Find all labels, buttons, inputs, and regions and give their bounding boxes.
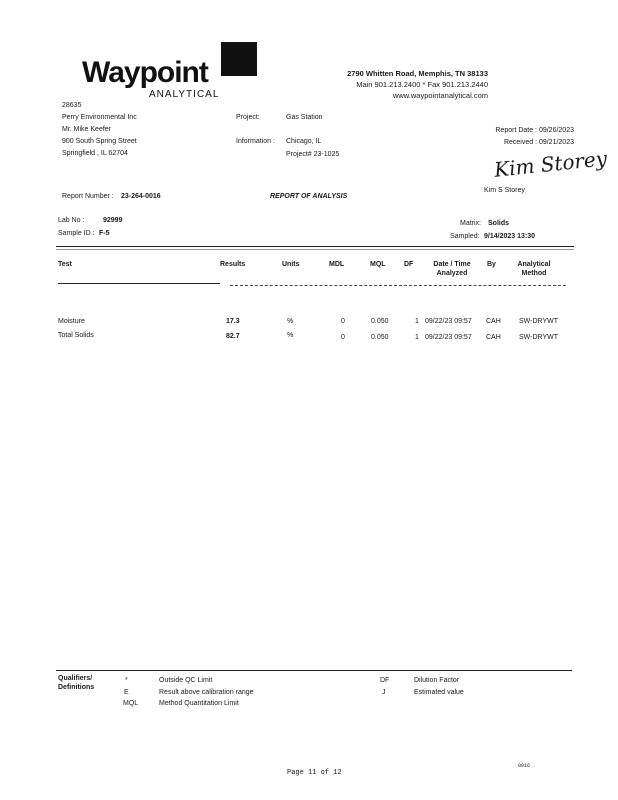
row-date: 09/22/23 09:57 [425, 318, 472, 325]
report-number-value: 23-264-0016 [121, 193, 161, 200]
qualifier-text: Outside QC Limit [159, 677, 213, 684]
sample-divider [56, 246, 574, 247]
row-results: 17.3 [226, 318, 240, 325]
row-test: Moisture [58, 318, 85, 325]
col-header-units: Units [282, 261, 300, 268]
project-number: Project# 23-1025 [286, 151, 340, 158]
header-underline-test [58, 283, 220, 284]
matrix-label: Matrix: [460, 220, 481, 227]
col-header-method: Method [521, 270, 547, 277]
col-header-results: Results [220, 261, 246, 268]
sample-id-label: Sample ID : [58, 230, 95, 237]
qualifier-text: Result above calibration range [159, 689, 254, 696]
signatory-name: Kim S Storey [484, 187, 525, 194]
qualifiers-divider [56, 670, 572, 671]
row-mdl: 0 [341, 334, 345, 341]
col-header-analytical: Analytical [517, 261, 551, 268]
row-df: 1 [415, 334, 419, 341]
definitions-title: Definitions [58, 684, 95, 691]
company-website: www.waypointanalytical.com [392, 91, 488, 100]
information-label: Information : [236, 138, 275, 145]
qualifier-code: MQL [123, 700, 139, 707]
client-name: Perry Environmental Inc [62, 114, 137, 121]
company-logo-square [221, 42, 257, 76]
project-value: Gas Station [286, 114, 323, 121]
row-units: % [287, 332, 294, 339]
row-units: % [287, 318, 294, 325]
client-id: 28635 [62, 102, 82, 109]
report-date: Report Date : 09/26/2023 [495, 127, 574, 134]
col-header-df: DF [404, 261, 414, 268]
row-by: CAH [486, 334, 501, 341]
company-phone: Main 901.213.2400 * Fax 901.213.2440 [356, 80, 488, 89]
row-mql: 0.050 [371, 334, 389, 341]
client-city: Springfield , IL 62704 [62, 150, 128, 157]
signature: Kim Storey [493, 146, 609, 182]
qualifier-code: E [124, 689, 129, 696]
qualifiers-title: Qualifiers/ [58, 675, 93, 682]
row-by: CAH [486, 318, 501, 325]
report-number-label: Report Number : [62, 193, 114, 200]
col-header-mql: MQL [370, 261, 386, 268]
received-date: Received : 09/21/2023 [503, 139, 574, 146]
lab-no-label: Lab No : [58, 217, 85, 224]
qualifier-text: Method Quantitation Limit [159, 700, 239, 707]
col-header-date-time: Date / Time [433, 261, 471, 268]
page-number: Page 11 of 12 [287, 769, 342, 777]
company-address: 2790 Whitten Road, Memphis, TN 38133 [347, 69, 488, 78]
row-method: SW-DRYWT [519, 318, 559, 325]
sampled-label: Sampled: [450, 233, 480, 240]
row-method: SW-DRYWT [519, 334, 559, 341]
qualifier-code: J [382, 689, 386, 696]
sample-divider-2 [56, 249, 574, 250]
qualifier-code: DF [380, 677, 390, 684]
company-logo-subtitle: ANALYTICAL [149, 89, 220, 100]
lab-no-value: 92999 [103, 217, 123, 224]
qualifier-text: Dilution Factor [414, 677, 460, 684]
row-mdl: 0 [341, 318, 345, 325]
sampled-value: 9/14/2023 13:30 [484, 233, 535, 240]
page-stamp: 0016 [518, 763, 531, 769]
row-df: 1 [415, 318, 419, 325]
header-underline-cols [230, 285, 566, 286]
report-title: REPORT OF ANALYSIS [270, 193, 348, 200]
col-header-analyzed: Analyzed [436, 270, 468, 277]
client-street: 900 South Spring Street [62, 138, 137, 145]
col-header-by: By [487, 261, 496, 268]
project-label: Project: [236, 114, 260, 121]
matrix-value: Solids [488, 220, 510, 227]
row-date: 09/22/23 09:57 [425, 334, 472, 341]
qualifier-code: * [125, 677, 128, 684]
row-results: 82.7 [226, 333, 240, 340]
information-value: Chicago, IL [286, 138, 322, 145]
sample-id-value: F-5 [99, 230, 110, 237]
qualifier-text: Estimated value [414, 689, 464, 696]
col-header-mdl: MDL [329, 261, 345, 268]
company-logo-wordmark: Waypoint [82, 56, 208, 89]
col-header-test: Test [58, 261, 72, 268]
row-mql: 0.050 [371, 318, 389, 325]
client-contact: Mr. Mike Keefer [62, 126, 112, 133]
row-test: Total Solids [58, 332, 94, 339]
